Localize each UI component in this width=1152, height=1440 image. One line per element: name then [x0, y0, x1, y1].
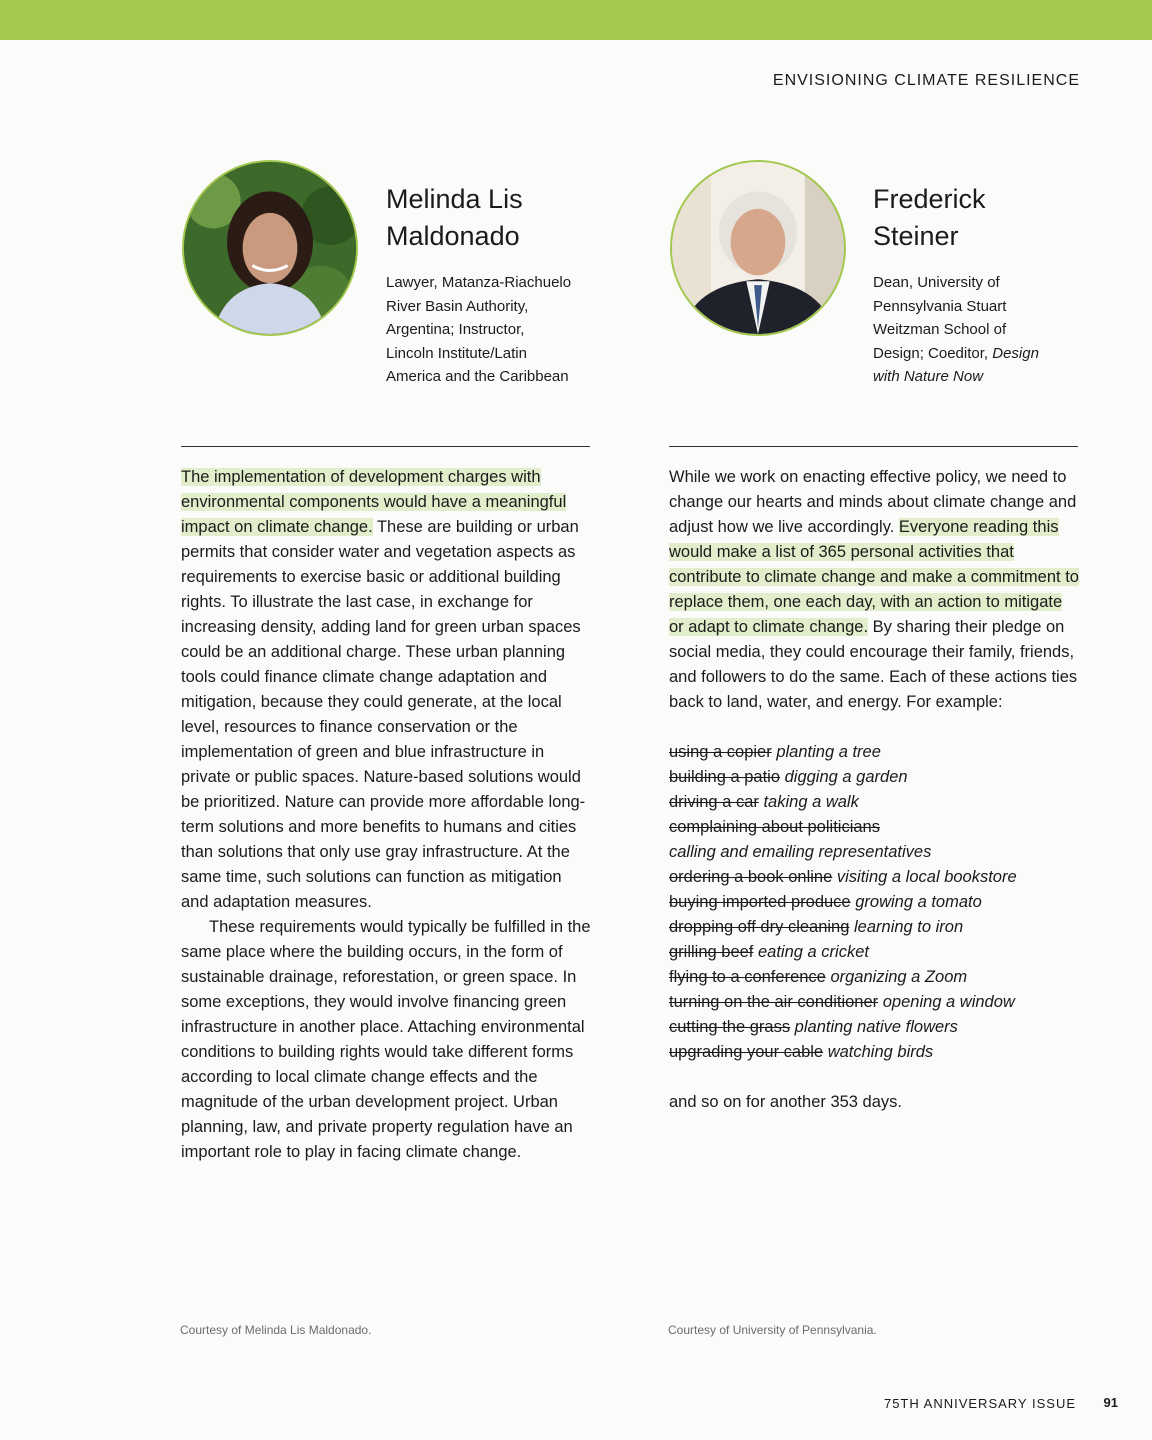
section-title: ENVISIONING CLIMATE RESILIENCE	[772, 72, 1080, 89]
list-item: ordering a book online visiting a local bookstore	[669, 868, 1017, 886]
list-item: flying to a conference organizing a Zoom	[669, 968, 968, 986]
photo-credit-maldonado: Courtesy of Melinda Lis Maldonado.	[180, 1323, 372, 1337]
list-item: upgrading your cable watching birds	[669, 1043, 934, 1061]
list-item: grilling beef eating a cricket	[669, 943, 869, 961]
highlighted-quote: Everyone reading this would make a list of 365 personal activities that contribute to climate change and make a commitment to replace them, one each day, with an action to mitigate or adapt to climate change.	[669, 518, 1079, 636]
body-paragraph: These requirements would typically be fulfilled in the same place where the building occurs, in the form of sustainable drainage, reforestation, or green space. In some exceptions, they would involve financing green infrastructure in another place. Attaching environmental conditions to building rights would take different forms according to local climate change effects and the magnitude of the urban development project. Urban planning, law, and private property regulation have an important role to play in facing climate change.	[181, 918, 591, 1161]
portrait-steiner-illustration	[672, 162, 844, 334]
divider-left	[181, 446, 590, 447]
list-item: using a copier planting a tree	[669, 743, 881, 761]
portrait-maldonado-illustration	[184, 162, 356, 334]
list-item: building a patio digging a garden	[669, 768, 908, 786]
list-item: calling and emailing representatives	[669, 843, 932, 861]
list-item: complaining about politicians	[669, 818, 880, 836]
accent-top-bar	[0, 0, 1152, 40]
body-column-maldonado	[181, 465, 593, 1165]
divider-right	[669, 446, 1078, 447]
list-item: buying imported produce growing a tomato	[669, 893, 982, 911]
footer-issue-label: 75TH ANNIVERSARY ISSUE	[883, 1396, 1076, 1411]
list-item: cutting the grass planting native flowers	[669, 1018, 958, 1036]
list-item: driving a car taking a walk	[669, 793, 859, 811]
body-paragraph: While we work on enacting effective policy, we need to change our hearts and minds about climate change and adjust how we live accordingly. Everyone reading this would make a list of 365 personal activities that contribute to climate change and make a commitment to replace them, one each day, with an action to mitigate or adapt to climate change. By sharing their pledge on social media, they could encourage their family, friends, and followers to do the same. Each of these actions ties back to land, water, and energy. For example:	[669, 468, 1079, 711]
body-column-steiner	[669, 465, 1081, 1115]
highlighted-quote: The implementation of development charges with environmental components would have a meaningful impact on climate change.	[181, 468, 567, 536]
contributor-role-steiner: Dean, University of Pennsylvania Stuart Weitzman School of Design; Coeditor, Design with Nature Now	[873, 274, 1039, 385]
contributor-name-steiner: Frederick Steiner	[873, 184, 986, 251]
body-paragraph: The implementation of development charges with environmental components would have a meaningful impact on climate change. These are building or urban permits that consider water and vegetation aspects as requirements to exercise basic or additional building rights. To illustrate the last case, in exchange for increasing density, adding land for green urban spaces could be an additional charge. These urban planning tools could finance climate change adaptation and mitigation, because they could generate, at the local level, resources to finance conservation or the implementation of green and blue infrastructure in private or public spaces. Nature-based solutions would be prioritized. Nature can provide more affordable long-term solutions and more benefits to humans and cities than solutions that only use gray infrastructure. At the same time, such solutions can function as mitigation and adaptation measures.	[181, 468, 586, 911]
portrait-steiner	[670, 160, 846, 336]
list-item: turning on the air conditioner opening a window	[669, 993, 1015, 1011]
list-item: dropping off dry cleaning learning to iron	[669, 918, 964, 936]
portrait-maldonado	[182, 160, 358, 336]
closing-line: and so on for another 353 days.	[669, 1093, 902, 1111]
photo-credit-steiner: Courtesy of University of Pennsylvania.	[668, 1323, 877, 1337]
contributor-name-maldonado: Melinda Lis Maldonado	[386, 184, 523, 251]
page-number: 91	[1103, 1395, 1118, 1410]
contributor-role-maldonado: Lawyer, Matanza-Riachuelo River Basin Authority, Argentina; Instructor, Lincoln Institute/Latin America and the Caribbean	[386, 274, 572, 385]
